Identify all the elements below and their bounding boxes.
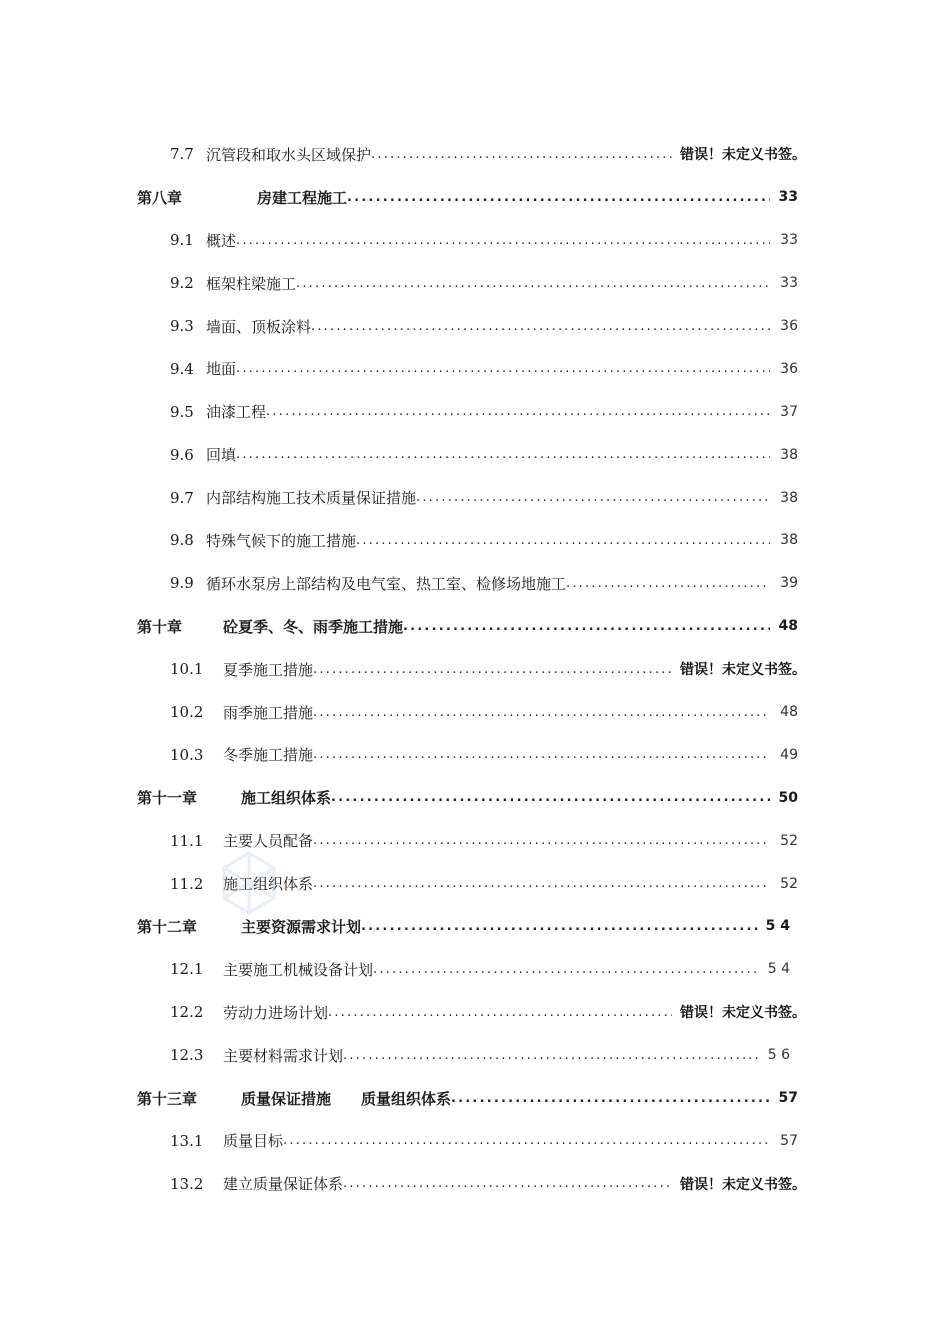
toc-chapter[interactable] <box>0 776 950 819</box>
toc-entry[interactable] <box>0 433 950 476</box>
toc-entry-number: 7.7 <box>170 145 194 164</box>
toc-entry-page: 5 4 <box>767 961 790 978</box>
toc-entry[interactable] <box>0 347 950 390</box>
toc-entry[interactable] <box>0 262 950 305</box>
toc-entry-number: 13.2 <box>170 1174 204 1193</box>
toc-leader-dots <box>416 490 770 505</box>
toc-chapter-number: 第十章 <box>137 617 183 636</box>
toc-leader-dots <box>371 147 672 162</box>
toc-entry-title: 内部结构施工技术质量保证措施 <box>206 489 417 508</box>
toc-chapter[interactable] <box>0 905 950 948</box>
toc-entry-title: 框架柱梁施工 <box>206 274 297 293</box>
toc-entry-page: 错误！未定义书签。 <box>680 147 806 164</box>
table-of-contents <box>0 133 950 1205</box>
toc-entry-title: 油漆工程 <box>206 403 267 422</box>
toc-entry-page: 错误！未定义书签。 <box>680 1005 806 1022</box>
toc-entry-title: 主要材料需求计划 <box>223 1046 344 1065</box>
toc-entry-page: 52 <box>780 875 798 892</box>
toc-entry-page: 36 <box>780 360 798 377</box>
toc-leader-dots <box>566 576 770 591</box>
toc-entry-page: 49 <box>780 746 798 763</box>
toc-chapter[interactable] <box>0 1077 950 1120</box>
toc-entry[interactable] <box>0 648 950 691</box>
toc-entry-title: 墙面、顶板涂料 <box>206 317 312 336</box>
toc-entry-title: 回填 <box>206 446 237 465</box>
toc-leader-dots <box>236 233 770 248</box>
toc-entry-page: 39 <box>780 575 798 592</box>
toc-entry-title: 主要施工机械设备计划 <box>223 960 374 979</box>
toc-entry[interactable] <box>0 519 950 562</box>
toc-entry-page: 52 <box>780 832 798 849</box>
toc-leader-dots <box>313 747 770 762</box>
toc-entry[interactable] <box>0 733 950 776</box>
toc-entry-number: 10.1 <box>170 660 204 679</box>
toc-entry-page: 48 <box>780 704 798 721</box>
toc-entry[interactable] <box>0 219 950 262</box>
toc-entry[interactable] <box>0 133 950 176</box>
toc-entry-page: 错误！未定义书签。 <box>680 662 806 679</box>
toc-entry-number: 9.7 <box>170 488 194 507</box>
toc-entry-number: 13.1 <box>170 1131 204 1150</box>
toc-leader-dots <box>343 1048 760 1063</box>
toc-chapter-title: 主要资源需求计划 <box>241 917 362 936</box>
toc-entry-title: 劳动力进场计划 <box>223 1003 329 1022</box>
toc-entry-title: 建立质量保证体系 <box>223 1175 344 1194</box>
toc-leader-dots <box>403 619 770 634</box>
toc-leader-dots <box>356 533 770 548</box>
toc-leader-dots <box>343 1176 672 1191</box>
toc-entry[interactable] <box>0 476 950 519</box>
toc-entry[interactable] <box>0 1034 950 1077</box>
toc-chapter-number: 第十二章 <box>137 917 198 936</box>
toc-entry-title: 施工组织体系 <box>223 875 314 894</box>
toc-leader-dots <box>266 404 770 419</box>
toc-entry-number: 12.1 <box>170 960 204 979</box>
toc-chapter-page: 57 <box>778 1090 798 1107</box>
toc-chapter-title: 施工组织体系 <box>241 789 332 808</box>
toc-chapter-title: 房建工程施工 <box>257 188 348 207</box>
toc-entry-number: 9.1 <box>170 231 194 250</box>
toc-leader-dots <box>373 962 760 977</box>
toc-chapter-title: 砼夏季、冬、雨季施工措施 <box>223 617 404 636</box>
toc-entry-title: 特殊气候下的施工措施 <box>206 531 357 550</box>
toc-entry-number: 9.6 <box>170 445 194 464</box>
toc-chapter-title: 质量保证措施 质量组织体系 <box>241 1089 452 1108</box>
toc-leader-dots <box>347 190 770 205</box>
watermark-icon <box>214 848 284 918</box>
toc-entry-page: 36 <box>780 318 798 334</box>
toc-entry-title: 地面 <box>206 360 237 379</box>
toc-leader-dots <box>451 1091 770 1106</box>
toc-chapter-page: 33 <box>778 189 798 206</box>
toc-leader-dots <box>331 790 770 805</box>
toc-entry-title: 夏季施工措施 <box>223 660 314 679</box>
toc-chapter-page: 5 4 <box>765 918 790 935</box>
toc-entry-title: 主要人员配备 <box>223 832 314 851</box>
toc-entry-number: 9.4 <box>170 359 194 378</box>
toc-entry-page: 错误！未定义书签。 <box>680 1176 806 1193</box>
toc-leader-dots <box>361 919 758 934</box>
toc-entry-page: 38 <box>780 489 798 506</box>
toc-entry[interactable] <box>0 991 950 1034</box>
toc-chapter[interactable] <box>0 176 950 219</box>
toc-leader-dots <box>313 705 770 720</box>
toc-leader-dots <box>328 1005 672 1020</box>
toc-leader-dots <box>313 833 770 848</box>
toc-chapter-page: 50 <box>778 789 798 806</box>
toc-chapter-page: 48 <box>778 618 798 635</box>
toc-entry[interactable] <box>0 948 950 991</box>
toc-entry[interactable] <box>0 390 950 433</box>
toc-entry-title: 质量目标 <box>223 1132 284 1151</box>
toc-entry[interactable] <box>0 819 950 862</box>
toc-chapter-number: 第十三章 <box>137 1089 198 1108</box>
toc-entry-number: 12.3 <box>170 1046 204 1065</box>
toc-entry-number: 9.5 <box>170 402 194 421</box>
toc-entry-number: 12.2 <box>170 1003 204 1022</box>
toc-entry-page: 57 <box>780 1132 798 1149</box>
toc-entry-page: 5 6 <box>767 1047 790 1064</box>
toc-entry-title: 概述 <box>206 231 237 250</box>
toc-entry-number: 9.8 <box>170 531 194 550</box>
toc-leader-dots <box>236 361 770 376</box>
toc-chapter[interactable] <box>0 605 950 648</box>
toc-entry[interactable] <box>0 1162 950 1205</box>
toc-entry-page: 33 <box>780 275 798 292</box>
toc-entry-page: 33 <box>780 232 798 249</box>
toc-entry-page: 38 <box>780 446 798 463</box>
toc-leader-dots <box>313 876 770 891</box>
toc-entry-number: 11.2 <box>170 874 204 893</box>
toc-entry[interactable] <box>0 691 950 734</box>
toc-entry[interactable] <box>0 562 950 605</box>
toc-entry-number: 11.1 <box>170 831 204 850</box>
toc-entry-number: 10.2 <box>170 703 204 722</box>
toc-leader-dots <box>283 1133 770 1148</box>
toc-entry[interactable] <box>0 862 950 905</box>
toc-entry-title: 雨季施工措施 <box>223 703 314 722</box>
toc-entry-number: 9.3 <box>170 317 194 335</box>
toc-entry-title: 循环水泵房上部结构及电气室、热工室、检修场地施工 <box>206 574 567 593</box>
toc-entry-page: 37 <box>780 403 798 420</box>
toc-entry-page: 38 <box>780 532 798 549</box>
toc-chapter-number: 第八章 <box>137 188 183 207</box>
toc-chapter-number: 第十一章 <box>137 789 198 808</box>
toc-entry-number: 9.2 <box>170 274 194 293</box>
toc-entry[interactable] <box>0 305 950 348</box>
toc-leader-dots <box>236 447 770 462</box>
toc-leader-dots <box>311 319 770 334</box>
toc-leader-dots <box>313 662 672 677</box>
toc-entry[interactable] <box>0 1119 950 1162</box>
toc-entry-title: 沉管段和取水头区域保护 <box>206 145 372 164</box>
toc-entry-title: 冬季施工措施 <box>223 746 314 765</box>
toc-entry-number: 9.9 <box>170 574 194 593</box>
toc-entry-number: 10.3 <box>170 745 204 764</box>
toc-leader-dots <box>296 276 770 291</box>
